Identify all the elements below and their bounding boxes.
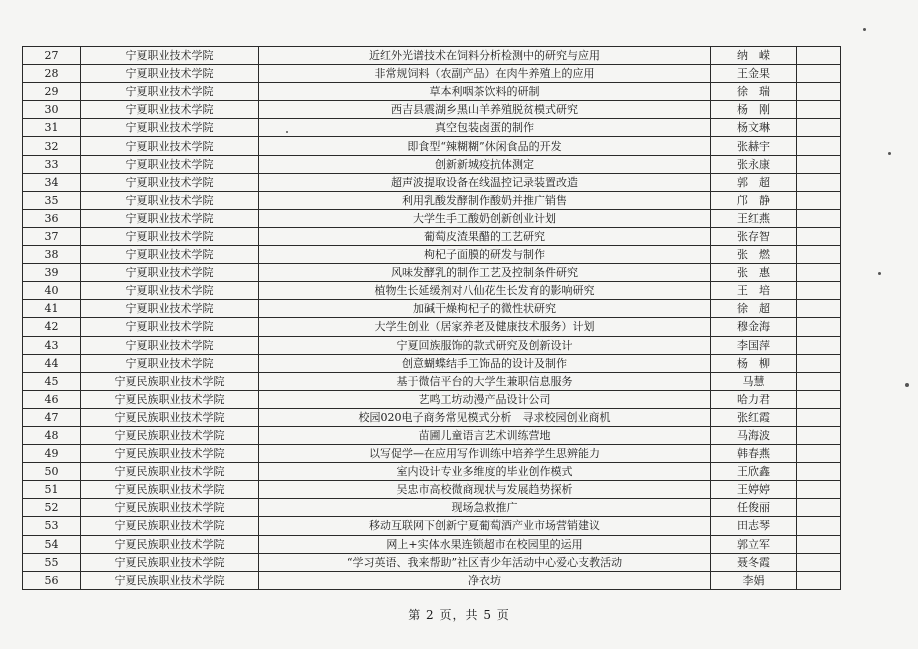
empty-cell [797,463,841,481]
school-cell: 宁夏职业技术学院 [81,83,259,101]
empty-cell [797,318,841,336]
school-cell: 宁夏职业技术学院 [81,354,259,372]
school-cell: 宁夏民族职业技术学院 [81,372,259,390]
student-name-cell: 马海波 [711,426,797,444]
student-name-cell: 郭 超 [711,173,797,191]
school-cell: 宁夏民族职业技术学院 [81,408,259,426]
table-row [23,209,841,227]
empty-cell [797,119,841,137]
row-number-cell: 37 [23,227,81,245]
school-cell: 宁夏职业技术学院 [81,47,259,65]
empty-cell [797,137,841,155]
table-row [23,65,841,83]
project-list-table [22,46,841,590]
student-name-cell: 纳 嵘 [711,47,797,65]
school-cell: 宁夏民族职业技术学院 [81,463,259,481]
student-name-cell: 任俊丽 [711,499,797,517]
school-cell: 宁夏职业技术学院 [81,119,259,137]
empty-cell [797,445,841,463]
table-row [23,336,841,354]
school-cell: 宁夏民族职业技术学院 [81,553,259,571]
student-name-cell: 张 惠 [711,264,797,282]
student-name-cell: 徐 超 [711,300,797,318]
empty-cell [797,372,841,390]
project-title-cell: 枸杞子面膜的研发与制作 [259,246,711,264]
project-title-cell: 创新新城疫抗体测定 [259,155,711,173]
student-name-cell: 杨 刚 [711,101,797,119]
project-title-cell: 创意蝴蝶结手工饰品的设计及制作 [259,354,711,372]
empty-cell [797,535,841,553]
student-name-cell: 哈力君 [711,390,797,408]
school-cell: 宁夏职业技术学院 [81,282,259,300]
school-cell: 宁夏民族职业技术学院 [81,535,259,553]
table-row [23,246,841,264]
table-row [23,83,841,101]
scan-speck [878,272,881,275]
row-number-cell: 38 [23,246,81,264]
empty-cell [797,300,841,318]
project-title-cell: 大学生创业（居家养老及健康技术服务）计划 [259,318,711,336]
project-title-cell: 净衣坊 [259,571,711,589]
table-row [23,155,841,173]
row-number-cell: 33 [23,155,81,173]
school-cell: 宁夏职业技术学院 [81,191,259,209]
school-cell: 宁夏职业技术学院 [81,65,259,83]
student-name-cell: 田志琴 [711,517,797,535]
table-row [23,119,841,137]
student-name-cell: 张赫宇 [711,137,797,155]
table-row [23,137,841,155]
student-name-cell: 韩春燕 [711,445,797,463]
school-cell: 宁夏职业技术学院 [81,101,259,119]
school-cell: 宁夏民族职业技术学院 [81,426,259,444]
project-title-cell: 近红外光谱技术在饲料分析检测中的研究与应用 [259,47,711,65]
student-name-cell: 王红燕 [711,209,797,227]
scan-speck [286,131,288,133]
project-title-cell: 草本利咽茶饮料的研制 [259,83,711,101]
row-number-cell: 36 [23,209,81,227]
table-row [23,227,841,245]
table-row [23,372,841,390]
row-number-cell: 48 [23,426,81,444]
school-cell: 宁夏职业技术学院 [81,155,259,173]
empty-cell [797,65,841,83]
table-row [23,481,841,499]
student-name-cell: 王 培 [711,282,797,300]
table-row [23,354,841,372]
student-name-cell: 杨文琳 [711,119,797,137]
school-cell: 宁夏职业技术学院 [81,173,259,191]
student-name-cell: 张存智 [711,227,797,245]
student-name-cell: 王欣鑫 [711,463,797,481]
empty-cell [797,553,841,571]
student-name-cell: 邝 静 [711,191,797,209]
student-name-cell: 王婷婷 [711,481,797,499]
table-row [23,426,841,444]
project-title-cell: “学习英语、我来帮助”社区青少年活动中心爱心支教活动 [259,553,711,571]
row-number-cell: 28 [23,65,81,83]
project-title-cell: 风味发酵乳的制作工艺及控制条件研究 [259,264,711,282]
school-cell: 宁夏职业技术学院 [81,336,259,354]
scan-speck [863,28,866,31]
empty-cell [797,209,841,227]
school-cell: 宁夏民族职业技术学院 [81,481,259,499]
project-title-cell: 苗圃儿童语言艺术训练营地 [259,426,711,444]
table-row [23,463,841,481]
project-title-cell: 大学生手工酸奶创新创业计划 [259,209,711,227]
row-number-cell: 47 [23,408,81,426]
table-row [23,553,841,571]
project-title-cell: 西吉县震湖乡黑山羊养殖脱贫模式研究 [259,101,711,119]
empty-cell [797,264,841,282]
student-name-cell: 穆金海 [711,318,797,336]
table-row [23,47,841,65]
empty-cell [797,499,841,517]
table-row [23,264,841,282]
table-row [23,173,841,191]
empty-cell [797,336,841,354]
school-cell: 宁夏职业技术学院 [81,246,259,264]
empty-cell [797,101,841,119]
row-number-cell: 44 [23,354,81,372]
table-row [23,191,841,209]
student-name-cell: 李娟 [711,571,797,589]
project-title-cell: 加碱干燥枸杞子的微性状研究 [259,300,711,318]
empty-cell [797,155,841,173]
row-number-cell: 42 [23,318,81,336]
empty-cell [797,173,841,191]
table-row [23,517,841,535]
row-number-cell: 51 [23,481,81,499]
empty-cell [797,571,841,589]
empty-cell [797,426,841,444]
table-row [23,390,841,408]
school-cell: 宁夏职业技术学院 [81,300,259,318]
row-number-cell: 40 [23,282,81,300]
row-number-cell: 46 [23,390,81,408]
row-number-cell: 53 [23,517,81,535]
row-number-cell: 45 [23,372,81,390]
school-cell: 宁夏民族职业技术学院 [81,499,259,517]
table-row [23,318,841,336]
page-number: 第 2 页，共 5 页 [408,608,510,622]
scan-speck [888,152,891,155]
student-name-cell: 张 燃 [711,246,797,264]
row-number-cell: 52 [23,499,81,517]
row-number-cell: 27 [23,47,81,65]
table-row [23,445,841,463]
row-number-cell: 49 [23,445,81,463]
table-row [23,282,841,300]
student-name-cell: 王金果 [711,65,797,83]
project-title-cell: 利用乳酸发酵制作酸奶并推广销售 [259,191,711,209]
table-row [23,408,841,426]
school-cell: 宁夏职业技术学院 [81,137,259,155]
project-title-cell: 植物生长延缓剂对八仙花生长发育的影响研究 [259,282,711,300]
project-title-cell: 非常规饲料（农副产品）在肉牛养殖上的应用 [259,65,711,83]
row-number-cell: 35 [23,191,81,209]
empty-cell [797,191,841,209]
empty-cell [797,282,841,300]
empty-cell [797,47,841,65]
row-number-cell: 39 [23,264,81,282]
empty-cell [797,390,841,408]
table-row [23,300,841,318]
project-title-cell: 以写促学—在应用写作训练中培养学生思辨能力 [259,445,711,463]
student-name-cell: 张永康 [711,155,797,173]
empty-cell [797,408,841,426]
project-title-cell: 移动互联网下创新宁夏葡萄酒产业市场营销建议 [259,517,711,535]
student-name-cell: 马慧 [711,372,797,390]
scan-speck [905,383,909,387]
row-number-cell: 56 [23,571,81,589]
project-title-cell: 超声波提取设备在线温控记录装置改造 [259,173,711,191]
project-title-cell: 艺鸣工坊动漫产品设计公司 [259,390,711,408]
table-row [23,499,841,517]
empty-cell [797,354,841,372]
student-name-cell: 杨 柳 [711,354,797,372]
empty-cell [797,246,841,264]
table-row [23,535,841,553]
student-name-cell: 聂冬霞 [711,553,797,571]
row-number-cell: 54 [23,535,81,553]
project-title-cell: 现场急救推广 [259,499,711,517]
school-cell: 宁夏民族职业技术学院 [81,571,259,589]
row-number-cell: 50 [23,463,81,481]
project-title-cell: 校园020电子商务常见模式分析 寻求校园创业商机 [259,408,711,426]
project-title-cell: 即食型“辣糊糊”休闲食品的开发 [259,137,711,155]
empty-cell [797,481,841,499]
project-title-cell: 宁夏回族服饰的款式研究及创新设计 [259,336,711,354]
school-cell: 宁夏民族职业技术学院 [81,390,259,408]
row-number-cell: 34 [23,173,81,191]
row-number-cell: 30 [23,101,81,119]
row-number-cell: 43 [23,336,81,354]
student-name-cell: 张红霞 [711,408,797,426]
school-cell: 宁夏民族职业技术学院 [81,517,259,535]
student-name-cell: 郭立军 [711,535,797,553]
row-number-cell: 31 [23,119,81,137]
school-cell: 宁夏职业技术学院 [81,227,259,245]
project-title-cell: 网上+实体水果连锁超市在校园里的运用 [259,535,711,553]
project-title-cell: 真空包装卤蛋的制作 [259,119,711,137]
student-name-cell: 徐 瑞 [711,83,797,101]
project-title-cell: 葡萄皮渣果醋的工艺研究 [259,227,711,245]
project-title-cell: 吴忠市高校微商现状与发展趋势探析 [259,481,711,499]
student-name-cell: 李国萍 [711,336,797,354]
table-body [23,47,841,590]
project-title-cell: 基于微信平台的大学生兼职信息服务 [259,372,711,390]
row-number-cell: 41 [23,300,81,318]
school-cell: 宁夏职业技术学院 [81,318,259,336]
empty-cell [797,517,841,535]
table-row [23,571,841,589]
row-number-cell: 32 [23,137,81,155]
school-cell: 宁夏职业技术学院 [81,209,259,227]
row-number-cell: 29 [23,83,81,101]
row-number-cell: 55 [23,553,81,571]
empty-cell [797,83,841,101]
school-cell: 宁夏职业技术学院 [81,264,259,282]
table-row [23,101,841,119]
school-cell: 宁夏民族职业技术学院 [81,445,259,463]
empty-cell [797,227,841,245]
project-title-cell: 室内设计专业多维度的毕业创作模式 [259,463,711,481]
